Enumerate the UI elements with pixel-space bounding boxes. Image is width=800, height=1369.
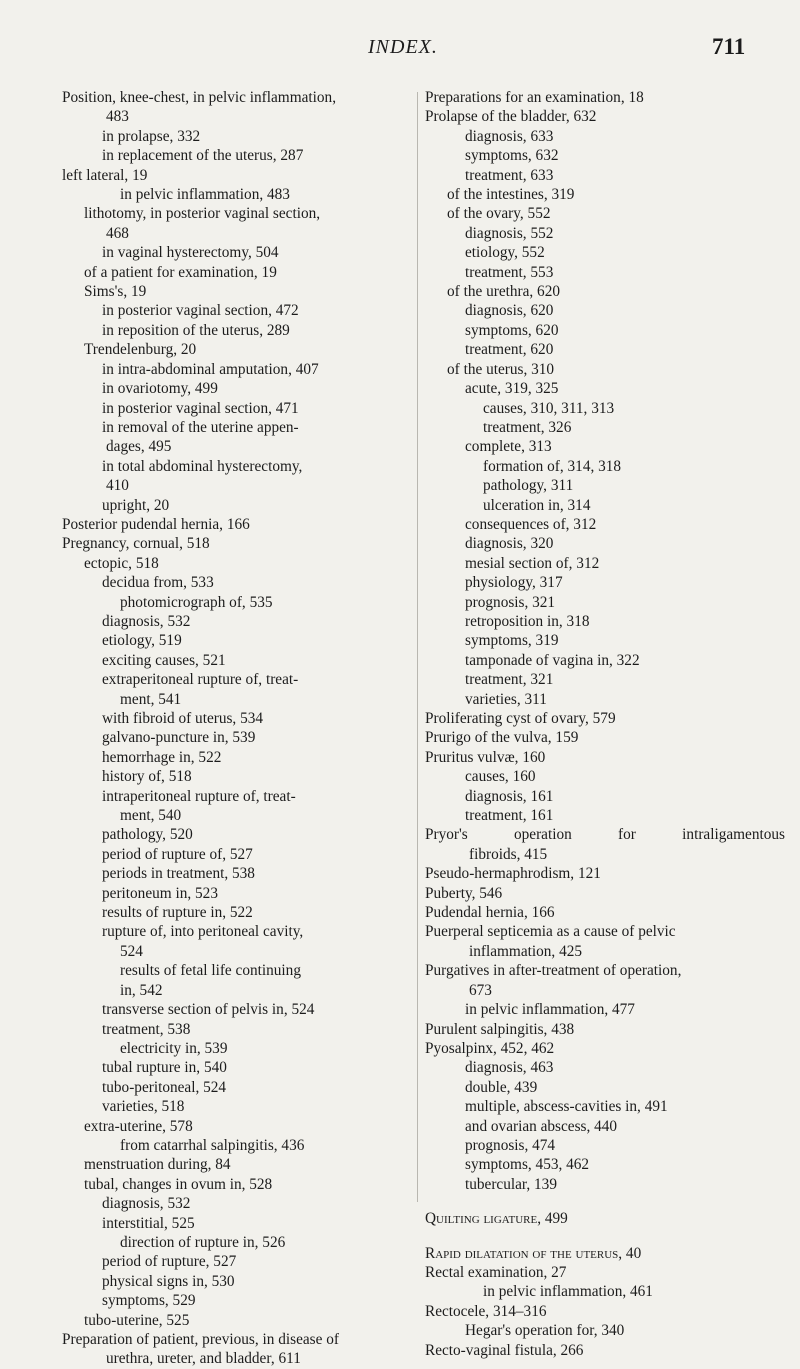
index-entry: history of, 518	[102, 768, 192, 786]
index-entry: in prolapse, 332	[102, 127, 201, 145]
index-entry: mesial section of, 312	[465, 554, 600, 572]
index-entry: dages, 495	[106, 438, 172, 456]
index-entry: symptoms, 632	[465, 147, 559, 165]
index-entry: prognosis, 474	[465, 1136, 556, 1154]
index-entry: etiology, 552	[465, 244, 545, 262]
index-entry: formation of, 314, 318	[483, 457, 622, 475]
index-entry: causes, 310, 311, 313	[483, 399, 615, 417]
index-entry: with fibroid of uterus, 534	[102, 710, 264, 727]
index-entry: retroposition in, 318	[465, 612, 590, 630]
index-entry: diagnosis, 633	[465, 127, 554, 145]
index-entry: rupture of, into peritoneal cavity,	[102, 923, 304, 941]
index-entry: Position, knee-chest, in pelvic inflammation,	[62, 89, 337, 106]
index-entry: Pregnancy, cornual, 518	[62, 535, 210, 553]
index-entry: in total abdominal hysterectomy,	[102, 457, 303, 475]
index-entry: in posterior vaginal section, 472	[102, 302, 299, 320]
index-entry: tamponade of vagina in, 322	[465, 651, 640, 669]
index-entry: intraperitoneal rupture of, treat-	[102, 787, 296, 805]
index-entry: 483	[106, 108, 129, 126]
index-entry: peritoneum in, 523	[102, 884, 218, 902]
index-entry: in pelvic inflammation, 477	[465, 1001, 635, 1019]
index-entry: in posterior vaginal section, 471	[102, 399, 299, 417]
index-entry: inflammation, 425	[469, 942, 583, 960]
index-entry: fibroids, 415	[469, 845, 548, 863]
index-entry: Pudendal hernia, 166	[425, 904, 555, 922]
index-heading: INDEX.	[368, 36, 438, 58]
index-entry: Preparation of patient, previous, in disease of	[62, 1331, 339, 1348]
index-entry: in, 542	[120, 981, 163, 999]
page-header	[0, 36, 800, 76]
index-entry: transverse section of pelvis in, 524	[102, 1001, 315, 1019]
column-divider	[417, 92, 418, 1202]
index-entry: symptoms, 453, 462	[465, 1156, 590, 1174]
index-entry: from catarrhal salpingitis, 436	[120, 1136, 305, 1154]
index-entry: extra-uterine, 578	[84, 1117, 193, 1135]
index-entry: treatment, 321	[465, 671, 554, 689]
index-entry: treatment, 633	[465, 166, 554, 184]
index-entry: period of rupture of, 527	[102, 845, 253, 863]
index-letter-entry	[425, 1209, 785, 1228]
index-entry: Pseudo-hermaphrodism, 121	[425, 865, 601, 883]
index-entry: treatment, 553	[465, 263, 554, 281]
index-entry: photomicrograph of, 535	[120, 593, 273, 611]
index-entry: ulceration in, 314	[483, 496, 591, 514]
index-entry: galvano-puncture in, 539	[102, 729, 256, 747]
index-entry: periods in treatment, 538	[102, 865, 255, 883]
index-entry: Trendelenburg, 20	[84, 341, 197, 359]
index-entry: in vaginal hysterectomy, 504	[102, 244, 279, 262]
index-column-left	[62, 88, 416, 1369]
index-entry: Prolapse of the bladder, 632	[425, 108, 597, 126]
index-entry: diagnosis, 320	[465, 535, 554, 553]
index-entry: of the urethra, 620	[447, 283, 560, 301]
index-entry: double, 439	[465, 1078, 538, 1096]
index-entry: treatment, 326	[483, 418, 572, 436]
index-entry: extraperitoneal rupture of, treat-	[102, 671, 299, 689]
index-entry: tubal, changes in ovum in, 528	[84, 1175, 273, 1193]
section-gap	[425, 1229, 785, 1244]
index-entry: 673	[469, 981, 492, 999]
index-entry: in removal of the uterine appen-	[102, 418, 299, 436]
entry-keyword: Quilting ligature, 499	[425, 1210, 568, 1228]
index-entry: in replacement of the uterus, 287	[102, 147, 304, 165]
index-entry: 468	[106, 224, 129, 242]
index-entry: varieties, 311	[465, 690, 547, 708]
index-entry: treatment, 161	[465, 807, 554, 825]
index-entry: 524	[120, 942, 143, 960]
index-entry: diagnosis, 161	[465, 787, 554, 805]
index-entry: exciting causes, 521	[102, 651, 226, 669]
index-entry: period of rupture, 527	[102, 1253, 237, 1271]
index-entry: symptoms, 319	[465, 632, 559, 650]
index-entry: Posterior pudendal hernia, 166	[62, 515, 250, 533]
index-entry: Preparations for an examination, 18	[425, 89, 644, 106]
index-entry: in intra-abdominal amputation, 407	[102, 360, 319, 378]
index-entry: etiology, 519	[102, 632, 182, 650]
index-entry: tubal rupture in, 540	[102, 1059, 227, 1077]
index-entry: Recto-vaginal fistula, 266	[425, 1341, 584, 1359]
index-entry: pathology, 520	[102, 826, 193, 844]
index-entry: in pelvic inflammation, 483	[120, 186, 290, 204]
index-entry: varieties, 518	[102, 1098, 185, 1116]
index-entry: of the uterus, 310	[447, 360, 555, 378]
index-entry: Prurigo of the vulva, 159	[425, 729, 579, 747]
index-entry: Sims's, 19	[84, 283, 147, 301]
index-entry: Purgatives in after-treatment of operation,	[425, 962, 682, 980]
index-entry: ectopic, 518	[84, 554, 159, 572]
index-entry: menstruation during, 84	[84, 1156, 231, 1174]
index-entry: Rectal examination, 27	[425, 1263, 567, 1281]
index-entry: results of rupture in, 522	[102, 904, 253, 922]
index-entry: diagnosis, 463	[465, 1059, 554, 1077]
index-entry: Pryor's operation for intraligamentous	[425, 826, 785, 844]
index-entry: diagnosis, 620	[465, 302, 554, 320]
entry-keyword: Rapid dilatation of the uterus, 40	[425, 1244, 642, 1262]
index-entry: of a patient for examination, 19	[84, 263, 277, 281]
index-entry: consequences of, 312	[465, 515, 597, 533]
index-entry: tubercular, 139	[465, 1175, 557, 1193]
index-entry: results of fetal life continuing	[120, 962, 301, 980]
index-entry: multiple, abscess-cavities in, 491	[465, 1098, 668, 1116]
index-entry: tubo-peritoneal, 524	[102, 1078, 227, 1096]
index-entry: Hegar's operation for, 340	[465, 1322, 625, 1340]
index-entry: causes, 160	[465, 768, 536, 786]
index-entry: direction of rupture in, 526	[120, 1233, 286, 1251]
index-entry: lithotomy, in posterior vaginal section,	[84, 205, 321, 223]
index-entry: pathology, 311	[483, 477, 574, 495]
index-entry: ment, 541	[120, 690, 182, 708]
index-entry: Proliferating cyst of ovary, 579	[425, 710, 616, 727]
index-entry: hemorrhage in, 522	[102, 748, 222, 766]
index-entry: diagnosis, 532	[102, 612, 191, 630]
index-entry: tubo-uterine, 525	[84, 1311, 190, 1329]
index-entry: 410	[106, 477, 129, 495]
index-entry: and ovarian abscess, 440	[465, 1117, 618, 1135]
index-entry: in pelvic inflammation, 461	[483, 1283, 653, 1301]
section-gap	[425, 1194, 785, 1209]
index-entry: complete, 313	[465, 438, 552, 456]
index-entry: Rectocele, 314–316	[425, 1302, 547, 1320]
index-letter-entry	[425, 1244, 785, 1263]
index-entry: Pyosalpinx, 452, 462	[425, 1039, 555, 1057]
index-entry: interstitial, 525	[102, 1214, 195, 1232]
index-entry: in reposition of the uterus, 289	[102, 321, 290, 339]
index-entry: upright, 20	[102, 496, 170, 514]
index-entry: symptoms, 529	[102, 1292, 196, 1310]
index-entry: treatment, 538	[102, 1020, 191, 1038]
index-entry: decidua from, 533	[102, 574, 214, 592]
index-entry: of the ovary, 552	[447, 205, 551, 223]
index-entry: of the intestines, 319	[447, 186, 575, 204]
index-entry: diagnosis, 532	[102, 1195, 191, 1213]
index-entry: Pruritus vulvæ, 160	[425, 748, 546, 766]
index-entry: urethra, ureter, and bladder, 611	[106, 1350, 301, 1368]
index-entry: diagnosis, 552	[465, 224, 554, 242]
index-entry: left lateral, 19	[62, 166, 148, 184]
index-entry: electricity in, 539	[120, 1039, 228, 1057]
index-entry: prognosis, 321	[465, 593, 556, 611]
index-entry: physical signs in, 530	[102, 1272, 235, 1290]
index-entry: treatment, 620	[465, 341, 554, 359]
index-entry: Puerperal septicemia as a cause of pelvic	[425, 923, 676, 941]
index-entry: Puberty, 546	[425, 884, 503, 902]
index-entry: symptoms, 620	[465, 321, 559, 339]
index-column-right	[425, 88, 785, 1360]
page-number: 711	[712, 34, 746, 59]
index-entry: Purulent salpingitis, 438	[425, 1020, 575, 1038]
index-entry: ment, 540	[120, 807, 182, 825]
index-entry: physiology, 317	[465, 574, 563, 592]
index-entry: in ovariotomy, 499	[102, 380, 218, 398]
index-entry: acute, 319, 325	[465, 380, 559, 398]
